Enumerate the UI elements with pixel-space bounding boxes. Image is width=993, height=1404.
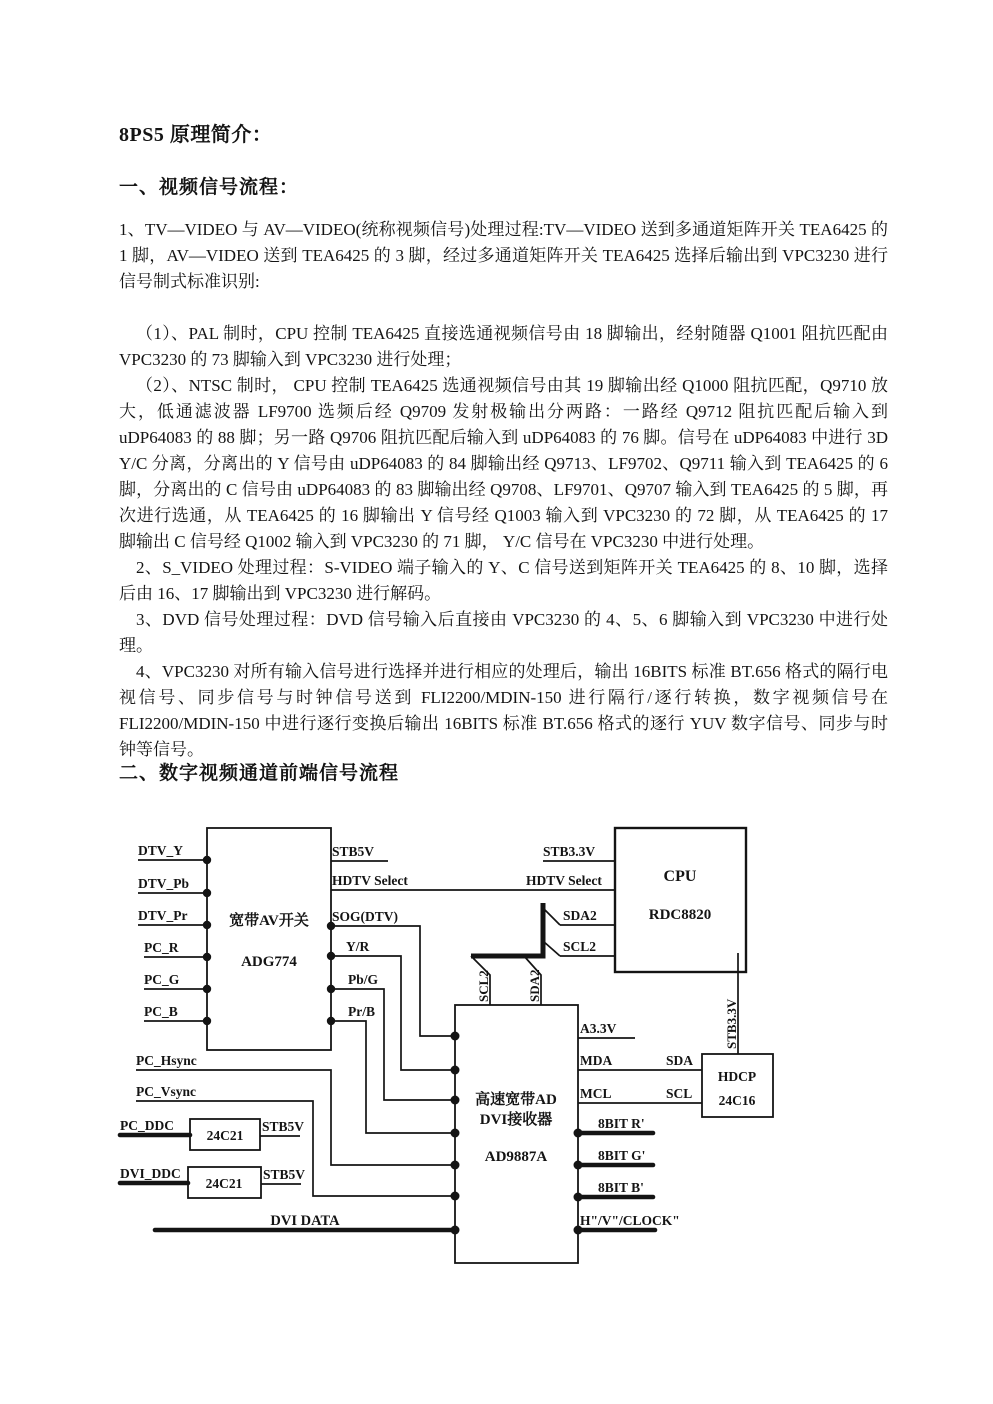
label-pb-g: Pb/G — [348, 972, 379, 987]
label-pc-g: PC_G — [144, 972, 180, 987]
signal-flow-diagram — [108, 813, 788, 1273]
label-dvi-ddc: DVI_DDC — [120, 1166, 181, 1181]
paragraph-vpc3230: 4、VPC3230 对所有输入信号进行选择并进行相应的处理后，输出 16BITS 标准 BT.656 格式的隔行电视信号、同步信号与时钟信号送到 FLI2200/MDIN-150 进行隔行/逐行转换，数字视频信号在 FLI2200/MDIN-150 中进行逐行变换后输出 16BITS 标准 BT.656 格式的逐行 YUV 数字信号、同步与时钟等信号。 — [119, 662, 888, 759]
label-sog: SOG(DTV) — [332, 909, 399, 924]
cpu-title: CPU — [663, 868, 697, 885]
wire-bus-entry-sda2 — [543, 908, 560, 925]
label-pc-b: PC_B — [144, 1004, 178, 1019]
paragraph-pal: （1）、PAL 制时，CPU 控制 TEA6425 直接选通视频信号由 18 脚输出，经射随器 Q1001 阻抗匹配由 VPC3230 的 73 脚输入到 VPC3230 进行处理； — [119, 324, 888, 369]
label-y-r: Y/R — [346, 939, 370, 954]
eeprom1-part: 24C21 — [206, 1128, 244, 1143]
label-stb5v-eeprom1: STB5V — [262, 1119, 305, 1134]
adg774-part: ADG774 — [241, 954, 297, 970]
hdcp-part: 24C16 — [718, 1093, 756, 1108]
paragraph-svideo: 2、S_VIDEO 处理过程：S-VIDEO 端子输入的 Y、C 信号送到矩阵开关 TEA6425 的 8、10 脚，选择后由 16、17 脚输出到 VPC3230 进行解码。 — [119, 558, 888, 603]
eeprom2-part: 24C21 — [205, 1176, 243, 1191]
label-pr-b: Pr/B — [348, 1004, 375, 1019]
block-cpu — [615, 828, 746, 972]
label-sda2-vertical: SDA2 — [527, 969, 542, 1002]
label-dvi-data: DVI DATA — [270, 1213, 340, 1229]
label-scl2: SCL2 — [563, 939, 597, 954]
paragraph-tv-av-video: 1、TV—VIDEO 与 AV—VIDEO(统称视频信号)处理过程:TV—VIDEO 送到多通道矩阵开关 TEA6425 的 1 脚，AV—VIDEO 送到 TEA6425 的 3 脚，经过多通道矩阵开关 TEA6425 选择后输出到 VPC3230 进行信号制式标准识别: — [119, 220, 888, 291]
label-stb5v-eeprom2: STB5V — [263, 1167, 306, 1182]
wire-pr-b — [331, 1021, 455, 1133]
wire-bus-entry-scl2 — [543, 941, 560, 956]
label-hdtv-select-right: HDTV Select — [526, 873, 602, 888]
adg774-title: 宽带AV开关 — [229, 913, 309, 929]
paragraph-dvd: 3、DVD 信号处理过程：DVD 信号输入后直接由 VPC3230 的 4、5、6 脚输入到 VPC3230 中进行处理。 — [119, 610, 888, 655]
label-8bit-g: 8BIT G' — [598, 1148, 646, 1163]
body-text — [119, 217, 888, 763]
label-hdtv-select-left: HDTV Select — [332, 873, 408, 888]
label-pc-ddc: PC_DDC — [120, 1118, 174, 1133]
ad9887a-title-line2: DVI接收器 — [479, 1112, 553, 1128]
block-adg774 — [207, 828, 331, 1050]
label-pc-hsync: PC_Hsync — [136, 1053, 197, 1068]
section1-heading: 一、视频信号流程： — [119, 177, 300, 198]
label-mda: MDA — [580, 1053, 613, 1068]
label-8bit-b: 8BIT B' — [598, 1180, 644, 1195]
section2-heading: 二、数字视频通道前端信号流程 — [119, 763, 400, 784]
label-stb5v-top: STB5V — [332, 844, 375, 859]
label-a33v: A3.3V — [580, 1021, 617, 1036]
label-mcl: MCL — [580, 1086, 612, 1101]
ad9887a-title-line1: 高速宽带AD — [475, 1092, 557, 1108]
page-title: 8PS5 原理简介： — [119, 124, 273, 146]
label-pc-r: PC_R — [144, 940, 179, 955]
label-stb33v-hdcp: STB3.3V — [724, 998, 739, 1049]
paragraph-ntsc: （2）、NTSC 制时， CPU 控制 TEA6425 选通视频信号由其 19 脚输出经 Q1000 阻抗匹配，Q9710 放大，低通滤波器 LF9700 选频后经 Q9709 发射极输出分两路：一路经 Q9712 阻抗匹配后输入到 uDP64083 的 88 脚；另一路 Q9706 阻抗匹配后输入到 uDP64083 的 76 脚。信号在 uDP64083 中进行 3D Y/C 分离，分离出的 Y 信号由 uDP64083 的 84 脚输出经 Q9713、LF9702、Q9711 输入到 TEA6425 的 6 脚，分离出的 C 信号由 uDP64083 的 83 脚输出经 Q9708、LF9701、Q9707 输入到 TEA6425 的 5 脚，再次进行选通，从 TEA6425 的 16 脚输出 Y 信号经 Q1003 输入到 VPC3230 的 72 脚，从 TEA6425 的 17 脚输出 C 信号经 Q1002 输入到 VPC3230 的 71 脚， Y/C 信号在 VPC3230 中进行处理。 — [119, 376, 888, 551]
block-ad9887a — [455, 1005, 578, 1263]
label-dtv-pr: DTV_Pr — [138, 908, 188, 923]
bus-i2c — [471, 903, 543, 956]
label-scl2-vertical: SCL2 — [476, 970, 491, 1002]
ad9887a-part: AD9887A — [484, 1149, 548, 1165]
label-8bit-r: 8BIT R' — [598, 1116, 645, 1131]
label-stb33v-cpu: STB3.3V — [543, 844, 596, 859]
label-scl: SCL — [666, 1086, 693, 1101]
hdcp-title: HDCP — [717, 1069, 757, 1084]
label-hvclock: H"/V"/CLOCK" — [580, 1213, 680, 1228]
label-pc-vsync: PC_Vsync — [136, 1084, 196, 1099]
label-dtv-pb: DTV_Pb — [138, 876, 190, 891]
label-dtv-y: DTV_Y — [138, 843, 184, 858]
label-sda2: SDA2 — [563, 908, 597, 923]
label-sda: SDA — [666, 1053, 694, 1068]
cpu-part: RDC8820 — [648, 907, 712, 923]
